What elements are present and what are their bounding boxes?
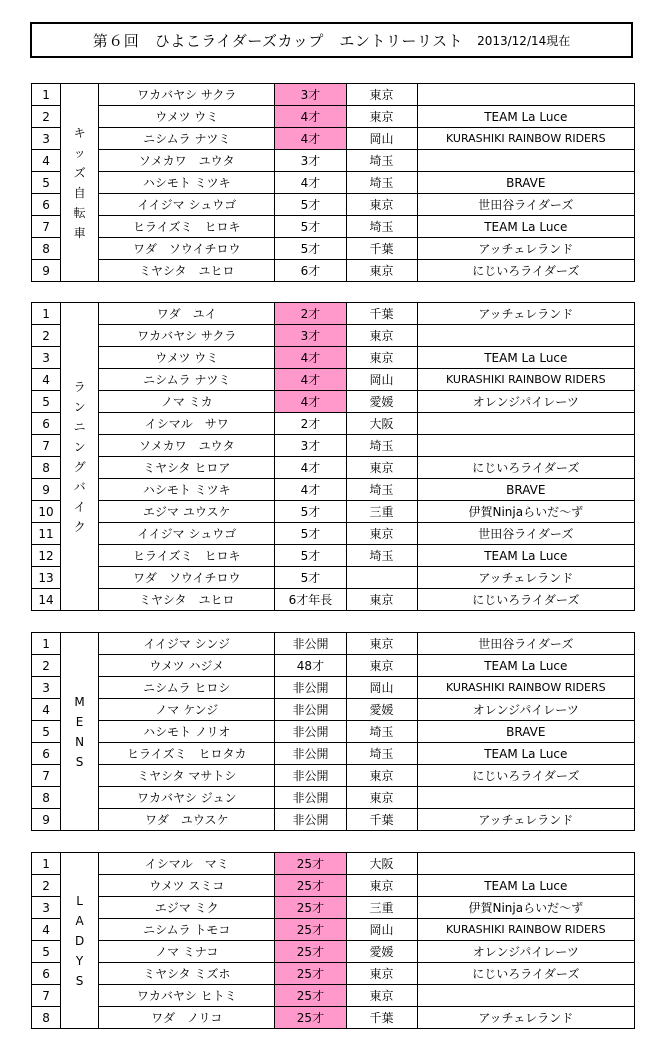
category-char: ニ bbox=[73, 419, 86, 434]
entry-number: 14 bbox=[32, 589, 61, 611]
table-row bbox=[32, 369, 635, 391]
entry-number: 7 bbox=[32, 216, 61, 238]
rider-age: 4才 bbox=[275, 457, 346, 479]
entry-number: 3 bbox=[32, 128, 61, 150]
table-row bbox=[32, 743, 635, 765]
entry-number: 5 bbox=[32, 172, 61, 194]
rider-name: ニシムラ ナツミ bbox=[99, 369, 275, 391]
category-char: N bbox=[75, 734, 85, 749]
rider-prefecture: 東京 bbox=[346, 523, 417, 545]
rider-name: エジマ ユウスケ bbox=[99, 501, 275, 523]
table-row bbox=[32, 150, 635, 172]
rider-age: 4才 bbox=[275, 172, 346, 194]
category-char: グ bbox=[73, 459, 86, 474]
category-char: ズ bbox=[73, 165, 86, 180]
rider-age: 48才 bbox=[275, 655, 346, 677]
rider-prefecture: 千葉 bbox=[346, 1007, 417, 1029]
rider-name: ハシモト ノリオ bbox=[99, 721, 275, 743]
table-row bbox=[32, 347, 635, 369]
entry-number: 1 bbox=[32, 853, 61, 875]
rider-team: にじいろライダーズ bbox=[417, 457, 634, 479]
rider-name: ウメツ ハジメ bbox=[99, 655, 275, 677]
page-title: 第６回 ひよこライダーズカップ エントリーリスト bbox=[92, 31, 464, 50]
category-char: 車 bbox=[73, 225, 86, 240]
entry-number: 8 bbox=[32, 457, 61, 479]
rider-team: 世田谷ライダーズ bbox=[417, 633, 634, 655]
date-label: 2013/12/14現在 bbox=[477, 33, 571, 48]
rider-age: 非公開 bbox=[275, 765, 346, 787]
table-row bbox=[32, 787, 635, 809]
rider-prefecture: 大阪 bbox=[346, 413, 417, 435]
table-row bbox=[32, 699, 635, 721]
rider-prefecture: 岡山 bbox=[346, 919, 417, 941]
rider-age: 5才 bbox=[275, 194, 346, 216]
rider-age: 5才 bbox=[275, 523, 346, 545]
rider-prefecture: 愛媛 bbox=[346, 941, 417, 963]
entry-table-mens bbox=[31, 632, 635, 831]
rider-age: 3才 bbox=[275, 150, 346, 172]
category-char: ン bbox=[73, 399, 86, 414]
table-row bbox=[32, 545, 635, 567]
category-char: S bbox=[75, 973, 84, 988]
rider-prefecture: 東京 bbox=[346, 106, 417, 128]
rider-age: 4才 bbox=[275, 479, 346, 501]
table-row bbox=[32, 128, 635, 150]
rider-team bbox=[417, 325, 634, 347]
entry-number: 2 bbox=[32, 875, 61, 897]
rider-team bbox=[417, 84, 634, 106]
rider-name: ワカバヤシ サクラ bbox=[99, 84, 275, 106]
table-row bbox=[32, 875, 635, 897]
rider-age: 25才 bbox=[275, 875, 346, 897]
rider-age: 5才 bbox=[275, 501, 346, 523]
rider-age: 5才 bbox=[275, 216, 346, 238]
table-row bbox=[32, 84, 635, 106]
rider-prefecture: 愛媛 bbox=[346, 391, 417, 413]
rider-name: ミヤシタ ユヒロ bbox=[99, 260, 275, 282]
entry-number: 10 bbox=[32, 501, 61, 523]
category-char: D bbox=[74, 933, 85, 948]
rider-prefecture: 埼玉 bbox=[346, 150, 417, 172]
rider-age: 5才 bbox=[275, 545, 346, 567]
entry-number: 9 bbox=[32, 260, 61, 282]
rider-team: TEAM La Luce bbox=[417, 655, 634, 677]
rider-team: 伊賀Ninjaらいだ～ず bbox=[417, 501, 634, 523]
category-char: 転 bbox=[73, 205, 86, 220]
category-char: A bbox=[75, 913, 84, 928]
rider-prefecture: 埼玉 bbox=[346, 545, 417, 567]
rider-name: ミヤシタ ミズホ bbox=[99, 963, 275, 985]
rider-name: ウメツ スミコ bbox=[99, 875, 275, 897]
table-row bbox=[32, 721, 635, 743]
rider-age: 4才 bbox=[275, 369, 346, 391]
rider-team: BRAVE bbox=[417, 172, 634, 194]
rider-name: ノマ ケンジ bbox=[99, 699, 275, 721]
entry-number: 8 bbox=[32, 1007, 61, 1029]
rider-team bbox=[417, 985, 634, 1007]
rider-age: 5才 bbox=[275, 567, 346, 589]
rider-age: 4才 bbox=[275, 106, 346, 128]
rider-team: アッチェレランド bbox=[417, 567, 634, 589]
entry-number: 2 bbox=[32, 655, 61, 677]
table-row bbox=[32, 963, 635, 985]
category-char: ッ bbox=[73, 145, 86, 160]
table-row bbox=[32, 194, 635, 216]
category-char: イ bbox=[73, 499, 86, 514]
entry-number: 5 bbox=[32, 721, 61, 743]
rider-age: 25才 bbox=[275, 897, 346, 919]
entry-number: 6 bbox=[32, 413, 61, 435]
entry-number: 12 bbox=[32, 545, 61, 567]
rider-age: 5才 bbox=[275, 238, 346, 260]
rider-prefecture: 千葉 bbox=[346, 809, 417, 831]
rider-prefecture: 東京 bbox=[346, 787, 417, 809]
rider-prefecture: 東京 bbox=[346, 457, 417, 479]
rider-name: ワダ ユウスケ bbox=[99, 809, 275, 831]
category-char: L bbox=[76, 893, 83, 908]
rider-prefecture: 東京 bbox=[346, 589, 417, 611]
rider-prefecture: 岡山 bbox=[346, 677, 417, 699]
entry-number: 9 bbox=[32, 479, 61, 501]
rider-team: にじいろライダーズ bbox=[417, 260, 634, 282]
category-char: ラ bbox=[73, 379, 86, 394]
rider-team: KURASHIKI RAINBOW RIDERS bbox=[417, 128, 634, 150]
rider-prefecture: 三重 bbox=[346, 897, 417, 919]
table-row bbox=[32, 985, 635, 1007]
category-label bbox=[61, 633, 99, 831]
entry-number: 3 bbox=[32, 677, 61, 699]
rider-age: 4才 bbox=[275, 391, 346, 413]
category-char: ク bbox=[73, 519, 86, 534]
rider-age: 25才 bbox=[275, 919, 346, 941]
rider-age: 25才 bbox=[275, 941, 346, 963]
entry-number: 4 bbox=[32, 699, 61, 721]
entry-table-kids-bike bbox=[31, 83, 635, 282]
rider-team: TEAM La Luce bbox=[417, 743, 634, 765]
rider-prefecture: 東京 bbox=[346, 194, 417, 216]
rider-name: ハシモト ミツキ bbox=[99, 479, 275, 501]
rider-name: ウメツ ウミ bbox=[99, 106, 275, 128]
rider-name: イイジマ シュウゴ bbox=[99, 194, 275, 216]
rider-team: KURASHIKI RAINBOW RIDERS bbox=[417, 369, 634, 391]
rider-team: 世田谷ライダーズ bbox=[417, 523, 634, 545]
rider-team: TEAM La Luce bbox=[417, 875, 634, 897]
entry-number: 3 bbox=[32, 347, 61, 369]
rider-name: ヒライズミ ヒロキ bbox=[99, 545, 275, 567]
rider-name: ウメツ ウミ bbox=[99, 347, 275, 369]
rider-name: イイジマ シュウゴ bbox=[99, 523, 275, 545]
rider-name: ミヤシタ ユヒロ bbox=[99, 589, 275, 611]
rider-age: 非公開 bbox=[275, 633, 346, 655]
table-row bbox=[32, 479, 635, 501]
rider-team: にじいろライダーズ bbox=[417, 963, 634, 985]
category-char: キ bbox=[73, 125, 86, 140]
table-row bbox=[32, 260, 635, 282]
rider-prefecture: 東京 bbox=[346, 84, 417, 106]
rider-team: TEAM La Luce bbox=[417, 347, 634, 369]
rider-age: 2才 bbox=[275, 413, 346, 435]
rider-team: BRAVE bbox=[417, 479, 634, 501]
table-row bbox=[32, 413, 635, 435]
table-row bbox=[32, 919, 635, 941]
rider-age: 3才 bbox=[275, 435, 346, 457]
table-row bbox=[32, 633, 635, 655]
rider-prefecture: 東京 bbox=[346, 875, 417, 897]
entry-number: 6 bbox=[32, 194, 61, 216]
rider-age: 非公開 bbox=[275, 809, 346, 831]
table-row bbox=[32, 897, 635, 919]
rider-age: 25才 bbox=[275, 963, 346, 985]
rider-team: TEAM La Luce bbox=[417, 545, 634, 567]
table-row bbox=[32, 765, 635, 787]
rider-prefecture: 東京 bbox=[346, 347, 417, 369]
table-row bbox=[32, 106, 635, 128]
rider-name: ヒライズミ ヒロタカ bbox=[99, 743, 275, 765]
rider-age: 4才 bbox=[275, 128, 346, 150]
rider-age: 3才 bbox=[275, 325, 346, 347]
rider-team bbox=[417, 150, 634, 172]
category-label bbox=[61, 303, 99, 611]
rider-team: TEAM La Luce bbox=[417, 106, 634, 128]
rider-team: にじいろライダーズ bbox=[417, 765, 634, 787]
rider-name: ヒライズミ ヒロキ bbox=[99, 216, 275, 238]
rider-name: ノマ ミナコ bbox=[99, 941, 275, 963]
rider-prefecture: 埼玉 bbox=[346, 216, 417, 238]
rider-team: BRAVE bbox=[417, 721, 634, 743]
table-row bbox=[32, 325, 635, 347]
rider-team: 世田谷ライダーズ bbox=[417, 194, 634, 216]
rider-name: ワダ ノリコ bbox=[99, 1007, 275, 1029]
rider-name: ワダ ユイ bbox=[99, 303, 275, 325]
table-row bbox=[32, 391, 635, 413]
rider-prefecture: 埼玉 bbox=[346, 743, 417, 765]
rider-age: 非公開 bbox=[275, 677, 346, 699]
rider-prefecture: 埼玉 bbox=[346, 435, 417, 457]
rider-team: アッチェレランド bbox=[417, 809, 634, 831]
entry-number: 4 bbox=[32, 150, 61, 172]
entry-number: 3 bbox=[32, 897, 61, 919]
table-row bbox=[32, 567, 635, 589]
rider-name: ワカバヤシ ヒトミ bbox=[99, 985, 275, 1007]
rider-name: イシマル マミ bbox=[99, 853, 275, 875]
category-label bbox=[61, 853, 99, 1029]
table-row bbox=[32, 589, 635, 611]
entry-number: 5 bbox=[32, 941, 61, 963]
rider-prefecture: 千葉 bbox=[346, 238, 417, 260]
rider-age: 非公開 bbox=[275, 743, 346, 765]
rider-name: ニシムラ ヒロシ bbox=[99, 677, 275, 699]
entry-number: 1 bbox=[32, 303, 61, 325]
table-row bbox=[32, 216, 635, 238]
category-char: バ bbox=[73, 479, 86, 494]
rider-team: 伊賀Ninjaらいだ～ず bbox=[417, 897, 634, 919]
rider-prefecture: 東京 bbox=[346, 633, 417, 655]
rider-name: エジマ ミク bbox=[99, 897, 275, 919]
rider-age: 25才 bbox=[275, 853, 346, 875]
entry-number: 11 bbox=[32, 523, 61, 545]
rider-team: にじいろライダーズ bbox=[417, 589, 634, 611]
rider-team bbox=[417, 853, 634, 875]
rider-age: 6才 bbox=[275, 260, 346, 282]
category-char: 自 bbox=[73, 185, 86, 200]
rider-name: ニシムラ ナツミ bbox=[99, 128, 275, 150]
entry-number: 7 bbox=[32, 985, 61, 1007]
rider-prefecture: 三重 bbox=[346, 501, 417, 523]
table-row bbox=[32, 435, 635, 457]
rider-team bbox=[417, 435, 634, 457]
rider-prefecture: 東京 bbox=[346, 655, 417, 677]
entry-number: 8 bbox=[32, 238, 61, 260]
rider-age: 6才年長 bbox=[275, 589, 346, 611]
rider-name: イイジマ シンジ bbox=[99, 633, 275, 655]
rider-prefecture: 埼玉 bbox=[346, 479, 417, 501]
table-row bbox=[32, 809, 635, 831]
rider-name: ワカバヤシ サクラ bbox=[99, 325, 275, 347]
rider-prefecture: 岡山 bbox=[346, 369, 417, 391]
category-char: ン bbox=[73, 439, 86, 454]
category-char: S bbox=[75, 754, 84, 769]
title-box bbox=[30, 22, 633, 58]
rider-age: 3才 bbox=[275, 84, 346, 106]
rider-team: KURASHIKI RAINBOW RIDERS bbox=[417, 677, 634, 699]
rider-prefecture: 東京 bbox=[346, 325, 417, 347]
rider-age: 25才 bbox=[275, 1007, 346, 1029]
rider-prefecture: 埼玉 bbox=[346, 721, 417, 743]
rider-name: ミヤシタ ヒロア bbox=[99, 457, 275, 479]
table-row bbox=[32, 523, 635, 545]
table-row bbox=[32, 303, 635, 325]
table-row bbox=[32, 655, 635, 677]
rider-prefecture: 東京 bbox=[346, 963, 417, 985]
table-row bbox=[32, 238, 635, 260]
rider-age: 4才 bbox=[275, 347, 346, 369]
rider-age: 25才 bbox=[275, 985, 346, 1007]
rider-team: アッチェレランド bbox=[417, 238, 634, 260]
rider-name: ソメカワ ユウタ bbox=[99, 435, 275, 457]
rider-name: ワカバヤシ ジュン bbox=[99, 787, 275, 809]
entry-number: 7 bbox=[32, 765, 61, 787]
entry-number: 5 bbox=[32, 391, 61, 413]
rider-age: 2才 bbox=[275, 303, 346, 325]
category-char: Y bbox=[75, 953, 84, 968]
rider-name: ミヤシタ マサトシ bbox=[99, 765, 275, 787]
category-label bbox=[61, 84, 99, 282]
rider-team: TEAM La Luce bbox=[417, 216, 634, 238]
rider-prefecture: 岡山 bbox=[346, 128, 417, 150]
table-row bbox=[32, 853, 635, 875]
rider-prefecture bbox=[346, 567, 417, 589]
entry-number: 4 bbox=[32, 919, 61, 941]
rider-prefecture: 東京 bbox=[346, 765, 417, 787]
rider-age: 非公開 bbox=[275, 699, 346, 721]
entry-number: 9 bbox=[32, 809, 61, 831]
rider-name: ワダ ソウイチロウ bbox=[99, 238, 275, 260]
rider-age: 非公開 bbox=[275, 787, 346, 809]
rider-team bbox=[417, 413, 634, 435]
rider-team: アッチェレランド bbox=[417, 303, 634, 325]
rider-age: 非公開 bbox=[275, 721, 346, 743]
entry-number: 6 bbox=[32, 963, 61, 985]
table-row bbox=[32, 172, 635, 194]
rider-team: KURASHIKI RAINBOW RIDERS bbox=[417, 919, 634, 941]
rider-name: ニシムラ トモコ bbox=[99, 919, 275, 941]
category-char: M bbox=[74, 694, 85, 709]
entry-number: 7 bbox=[32, 435, 61, 457]
rider-prefecture: 東京 bbox=[346, 985, 417, 1007]
table-row bbox=[32, 677, 635, 699]
rider-prefecture: 千葉 bbox=[346, 303, 417, 325]
table-row bbox=[32, 457, 635, 479]
rider-name: ハシモト ミツキ bbox=[99, 172, 275, 194]
rider-name: ワダ ソウイチロウ bbox=[99, 567, 275, 589]
rider-team bbox=[417, 787, 634, 809]
table-row bbox=[32, 1007, 635, 1029]
rider-prefecture: 埼玉 bbox=[346, 172, 417, 194]
entry-number: 6 bbox=[32, 743, 61, 765]
rider-prefecture: 愛媛 bbox=[346, 699, 417, 721]
category-char: E bbox=[75, 714, 84, 729]
table-row bbox=[32, 501, 635, 523]
table-row bbox=[32, 941, 635, 963]
entry-number: 1 bbox=[32, 633, 61, 655]
entry-number: 2 bbox=[32, 106, 61, 128]
rider-name: イシマル サワ bbox=[99, 413, 275, 435]
rider-name: ノマ ミカ bbox=[99, 391, 275, 413]
rider-team: オレンジパイレーツ bbox=[417, 699, 634, 721]
entry-table-ladys bbox=[31, 852, 635, 1029]
rider-prefecture: 大阪 bbox=[346, 853, 417, 875]
rider-team: オレンジパイレーツ bbox=[417, 391, 634, 413]
entry-number: 13 bbox=[32, 567, 61, 589]
rider-prefecture: 東京 bbox=[346, 260, 417, 282]
entry-number: 4 bbox=[32, 369, 61, 391]
entry-number: 1 bbox=[32, 84, 61, 106]
entry-number: 2 bbox=[32, 325, 61, 347]
entry-table-running-bike bbox=[31, 302, 635, 611]
rider-team: アッチェレランド bbox=[417, 1007, 634, 1029]
rider-name: ソメカワ ユウタ bbox=[99, 150, 275, 172]
entry-number: 8 bbox=[32, 787, 61, 809]
rider-team: オレンジパイレーツ bbox=[417, 941, 634, 963]
